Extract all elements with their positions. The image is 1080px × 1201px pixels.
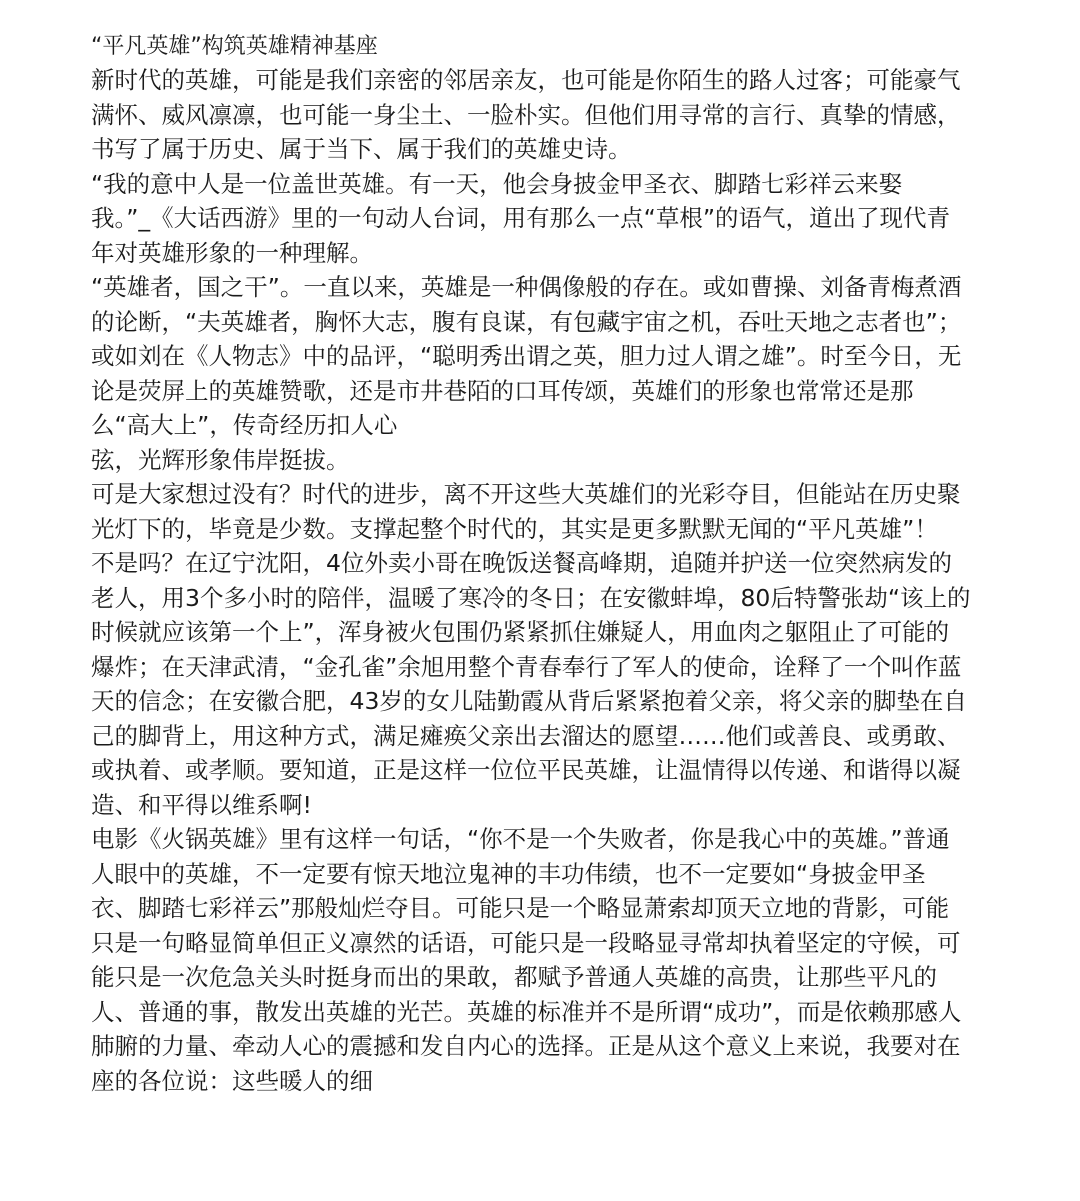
text-line: 人眼中的英雄，不一定要有惊天地泣鬼神的丰功伟绩，也不一定要如“身披金甲圣 (91, 859, 926, 888)
text-line: 我。”_《大话西游》里的一句动人台词，用有那么一点“草根”的语气，道出了现代青 (91, 204, 951, 232)
text-line: 年对英雄形象的一种理解。 (91, 238, 373, 267)
text-line: 论是荧屏上的英雄赞歌，还是市井巷陌的口耳传颂，英雄们的形象也常常还是那 (91, 376, 914, 405)
text-line: 己的脚背上，用这种方式，满足瘫痪父亲出去溜达的愿望……他们或善良、或勇敢、 (91, 721, 961, 750)
text-line: 衣、脚踏七彩祥云”那般灿烂夺目。可能只是一个略显萧索却顶天立地的背影，可能 (91, 894, 950, 922)
text-line: 人、普通的事，散发出英雄的光芒。英雄的标准并不是所谓“成功”，而是依赖那感人 (91, 997, 962, 1026)
text-line: 只是一句略显简单但正义凛然的话语，可能只是一段略显寻常却执着坚定的守候，可 (91, 928, 961, 957)
text-line: “英雄者，国之干”。一直以来，英雄是一种偶像般的存在。或如曹操、刘备青梅煮酒 (91, 273, 962, 301)
text-line: 肺腑的力量、牵动人心的震撼和发自内心的选择。正是从这个意义上来说，我要对在 (91, 1032, 961, 1060)
text-line: 天的信念；在安徽合肥，43岁的女儿陆勤霞从背后紧紧抱着父亲，将父亲的脚垫在自 (91, 687, 967, 715)
text-line: 满怀、威风凛凛，也可能一身尘土、一脸朴实。但他们用寻常的言行、真挚的情感， (91, 100, 961, 129)
text-line: 爆炸；在天津武清，“金孔雀”余旭用整个青春奉行了军人的使命，诠释了一个叫作蓝 (91, 652, 962, 681)
text-line: 座的各位说：这些暖人的细 (91, 1066, 373, 1095)
text-line: 造、和平得以维系啊! (91, 790, 312, 819)
text-line: 时候就应该第一个上”，浑身被火包围仍紧紧抓住嫌疑人，用血肉之躯阻止了可能的 (91, 618, 950, 646)
text-line: 或执着、或孝顺。要知道，正是这样一位位平民英雄，让温情得以传递、和谐得以凝 (91, 756, 961, 784)
document (91, 33, 1036, 1098)
text-line: 新时代的英雄，可能是我们亲密的邻居亲友，也可能是你陌生的路人过客；可能豪气 (91, 66, 961, 94)
text-line: 老人，用3个多小时的陪伴，温暖了寒冷的冬日；在安徽蚌埠，80后特警张劫“该上的 (91, 583, 971, 612)
document-title: “平凡英雄”构筑英雄精神基座 (91, 34, 378, 59)
text-line: 可是大家想过没有？时代的进步，离不开这些大英雄们的光彩夺目，但能站在历史聚 (91, 480, 961, 508)
text-line: “我的意中人是一位盖世英雄。有一天，他会身披金甲圣衣、脚踏七彩祥云来娶 (91, 169, 903, 198)
text-line: 的论断，“夫英雄者，胸怀大志，腹有良谋，有包藏宇宙之机，吞吐天地之志者也”； (91, 307, 962, 336)
text-line: 书写了属于历史、属于当下、属于我们的英雄史诗。 (91, 135, 632, 163)
text-line: 不是吗？在辽宁沈阳，4位外卖小哥在晚饭送餐高峰期，追随并护送一位突然病发的 (91, 549, 952, 577)
text-line: 光灯下的，毕竟是少数。支撑起整个时代的，其实是更多默默无闻的“平凡英雄”！ (91, 514, 938, 543)
text-line: 能只是一次危急关头时挺身而出的果敢，都赋予普通人英雄的高贵，让那些平凡的 (91, 963, 937, 991)
text-line: 或如刘在《人物志》中的品评，“聪明秀出谓之英，胆力过人谓之雄”。时至今日，无 (91, 342, 962, 370)
text-line: 弦，光辉形象伟岸挺拔。 (91, 445, 350, 474)
text-line: 么“高大上”，传奇经历扣人心 (91, 411, 398, 439)
text-line: 电影《火锅英雄》里有这样一句话，“你不是一个失败者，你是我心中的英雄。”普通 (91, 825, 950, 853)
